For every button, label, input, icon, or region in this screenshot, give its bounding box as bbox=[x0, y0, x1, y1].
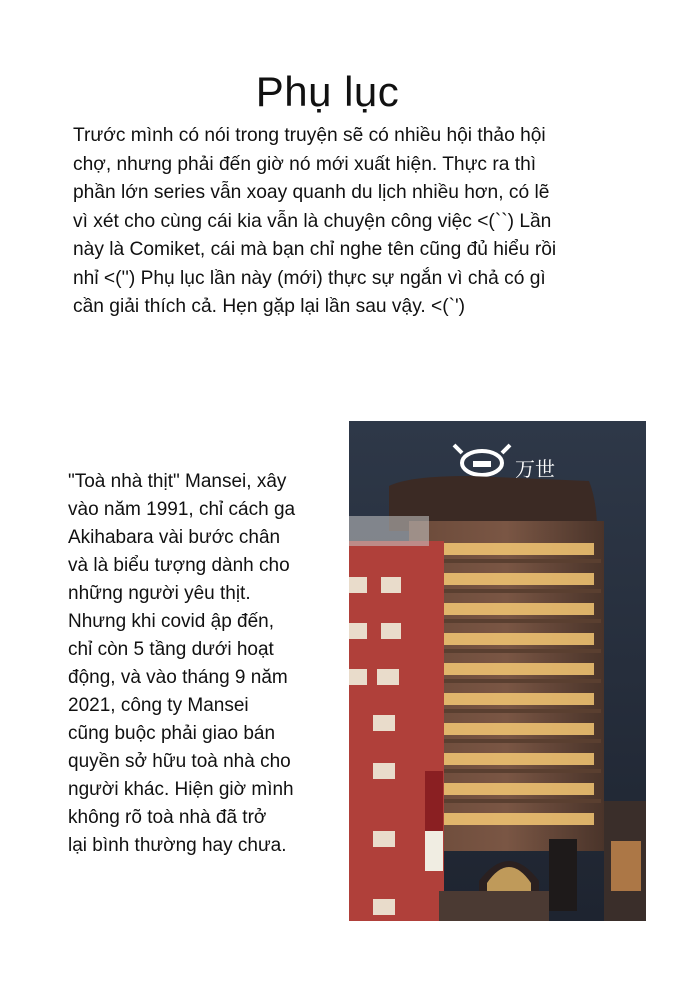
intro-line: Trước mình có nói trong truyện sẽ có nhiều hội thảo hội bbox=[73, 125, 546, 146]
caption-line: động, và vào tháng 9 năm bbox=[68, 667, 288, 688]
sign-text: 万世 bbox=[515, 457, 555, 481]
intro-line: cần giải thích cả. Hẹn gặp lại lần sau vậy. <(`') bbox=[73, 296, 466, 317]
caption-line: người khác. Hiện giờ mình bbox=[68, 779, 294, 800]
photo-caption bbox=[68, 468, 330, 860]
caption-line: quyền sở hữu toà nhà cho bbox=[68, 751, 291, 772]
intro-line: phần lớn series vẫn xoay quanh du lịch nhiều hơn, có lẽ bbox=[73, 182, 550, 203]
caption-line: những người yêu thịt. bbox=[68, 583, 251, 604]
page-title: Phụ lục bbox=[255, 68, 400, 116]
caption-line: không rõ toà nhà đã trở bbox=[68, 807, 267, 828]
caption-line: cũng buộc phải giao bán bbox=[68, 723, 276, 744]
intro-line: vì xét cho cùng cái kia vẫn là chuyện công việc <(``) Lần bbox=[73, 210, 552, 232]
caption-line: và là biểu tượng dành cho bbox=[68, 555, 290, 576]
mansei-building-photo bbox=[349, 421, 646, 921]
caption-line: Akihabara vài bước chân bbox=[68, 527, 281, 548]
intro-line: nhỉ <('') Phụ lục lần này (mới) thực sự ngắn vì chả có gì bbox=[73, 267, 546, 289]
intro-line: này là Comiket, cái mà bạn chỉ nghe tên cũng đủ hiểu rồi bbox=[73, 239, 557, 260]
caption-line: chỉ còn 5 tầng dưới hoạt bbox=[68, 639, 274, 660]
caption-line: vào năm 1991, chỉ cách ga bbox=[68, 499, 296, 520]
caption-line: 2021, công ty Mansei bbox=[68, 695, 249, 716]
caption-line: "Toà nhà thịt" Mansei, xây bbox=[68, 471, 287, 492]
caption-line: lại bình thường hay chưa. bbox=[68, 835, 287, 856]
caption-line: Nhưng khi covid ập đến, bbox=[68, 611, 275, 632]
intro-paragraph bbox=[73, 122, 613, 322]
intro-line: chợ, nhưng phải đến giờ nó mới xuất hiện. Thực ra thì bbox=[73, 153, 537, 175]
